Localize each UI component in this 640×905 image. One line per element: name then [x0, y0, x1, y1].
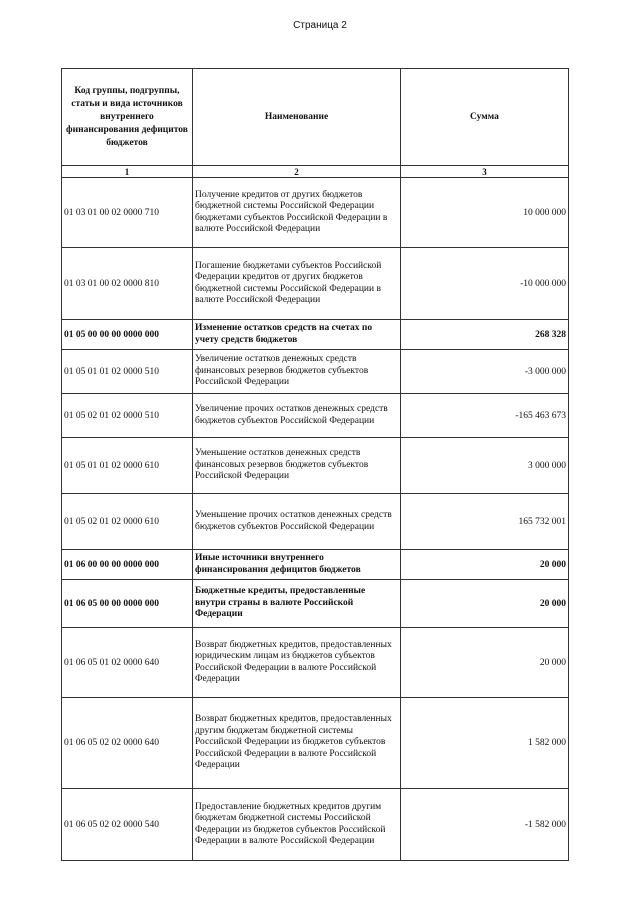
- row-name: Иные источники внутреннего финансирования дефицитов бюджетов: [193, 550, 401, 580]
- table-row: [62, 550, 569, 580]
- row-name: Возврат бюджетных кредитов, предоставленных другим бюджетам бюджетной системы Российской Федерации из бюджетов субъектов Российской Федерации в валюте Российской Федерации: [193, 698, 401, 789]
- row-code: 01 06 05 02 02 0000 640: [62, 698, 193, 789]
- table-row: [62, 580, 569, 628]
- table-row: [62, 320, 569, 350]
- header-sum: Сумма: [401, 69, 569, 166]
- header-name: Наименование: [193, 69, 401, 166]
- row-name: Увеличение остатков денежных средств финансовых резервов бюджетов субъектов Российской Федерации: [193, 350, 401, 394]
- page-label: Страница 2: [293, 20, 347, 31]
- row-sum: 20 000: [401, 628, 569, 698]
- table-row: [62, 438, 569, 494]
- row-code: 01 06 00 00 00 0000 000: [62, 550, 193, 580]
- table-row: [62, 698, 569, 789]
- row-name: Получение кредитов от других бюджетов бюджетной системы Российской Федерации бюджетами субъектов Российской Федерации в валюте Российской Федерации: [193, 178, 401, 248]
- row-sum: -3 000 000: [401, 350, 569, 394]
- column-number-2: 2: [193, 166, 401, 178]
- row-sum: 268 328: [401, 320, 569, 350]
- row-code: 01 05 02 01 02 0000 510: [62, 394, 193, 438]
- row-name: Возврат бюджетных кредитов, предоставленных юридическим лицам из бюджетов субъектов Российской Федерации в валюте Российской Федерации: [193, 628, 401, 698]
- table-row: [62, 628, 569, 698]
- header-code: Код группы, подгруппы, статьи и вида источников внутреннего финансирования дефицитов бюджетов: [62, 69, 193, 166]
- row-name: Изменение остатков средств на счетах по учету средств бюджетов: [193, 320, 401, 350]
- table-header-row: [62, 69, 569, 166]
- column-number-1: 1: [62, 166, 193, 178]
- row-code: 01 06 05 02 02 0000 540: [62, 789, 193, 861]
- row-sum: 165 732 001: [401, 494, 569, 550]
- row-code: 01 05 02 01 02 0000 610: [62, 494, 193, 550]
- table-row: [62, 350, 569, 394]
- row-name: Увеличение прочих остатков денежных средств бюджетов субъектов Российской Федерации: [193, 394, 401, 438]
- row-sum: 10 000 000: [401, 178, 569, 248]
- column-number-row: [62, 166, 569, 178]
- row-code: 01 05 00 00 00 0000 000: [62, 320, 193, 350]
- row-code: 01 05 01 01 02 0000 510: [62, 350, 193, 394]
- row-name: Уменьшение остатков денежных средств финансовых резервов бюджетов субъектов Российской Федерации: [193, 438, 401, 494]
- row-code: 01 06 05 01 02 0000 640: [62, 628, 193, 698]
- row-sum: -165 463 673: [401, 394, 569, 438]
- row-name: Погашение бюджетами субъектов Российской Федерации кредитов от других бюджетов бюджетной системы Российской Федерации в валюте Российской Федерации: [193, 248, 401, 320]
- financing-sources-table: [61, 68, 569, 861]
- row-code: 01 06 05 00 00 0000 000: [62, 580, 193, 628]
- row-name: Уменьшение прочих остатков денежных средств бюджетов субъектов Российской Федерации: [193, 494, 401, 550]
- table-row: [62, 494, 569, 550]
- row-code: 01 03 01 00 02 0000 810: [62, 248, 193, 320]
- row-sum: 1 582 000: [401, 698, 569, 789]
- row-sum: -10 000 000: [401, 248, 569, 320]
- row-code: 01 05 01 01 02 0000 610: [62, 438, 193, 494]
- row-sum: 3 000 000: [401, 438, 569, 494]
- row-name: Предоставление бюджетных кредитов другим бюджетам бюджетной системы Российской Федерации из бюджетов субъектов Российской Федерации в валюте Российской Федерации: [193, 789, 401, 861]
- table-row: [62, 789, 569, 861]
- table-row: [62, 394, 569, 438]
- row-sum: 20 000: [401, 550, 569, 580]
- row-code: 01 03 01 00 02 0000 710: [62, 178, 193, 248]
- row-sum: 20 000: [401, 580, 569, 628]
- table-row: [62, 248, 569, 320]
- column-number-3: 3: [401, 166, 569, 178]
- row-sum: -1 582 000: [401, 789, 569, 861]
- table-row: [62, 178, 569, 248]
- row-name: Бюджетные кредиты, предоставленные внутри страны в валюте Российской Федерации: [193, 580, 401, 628]
